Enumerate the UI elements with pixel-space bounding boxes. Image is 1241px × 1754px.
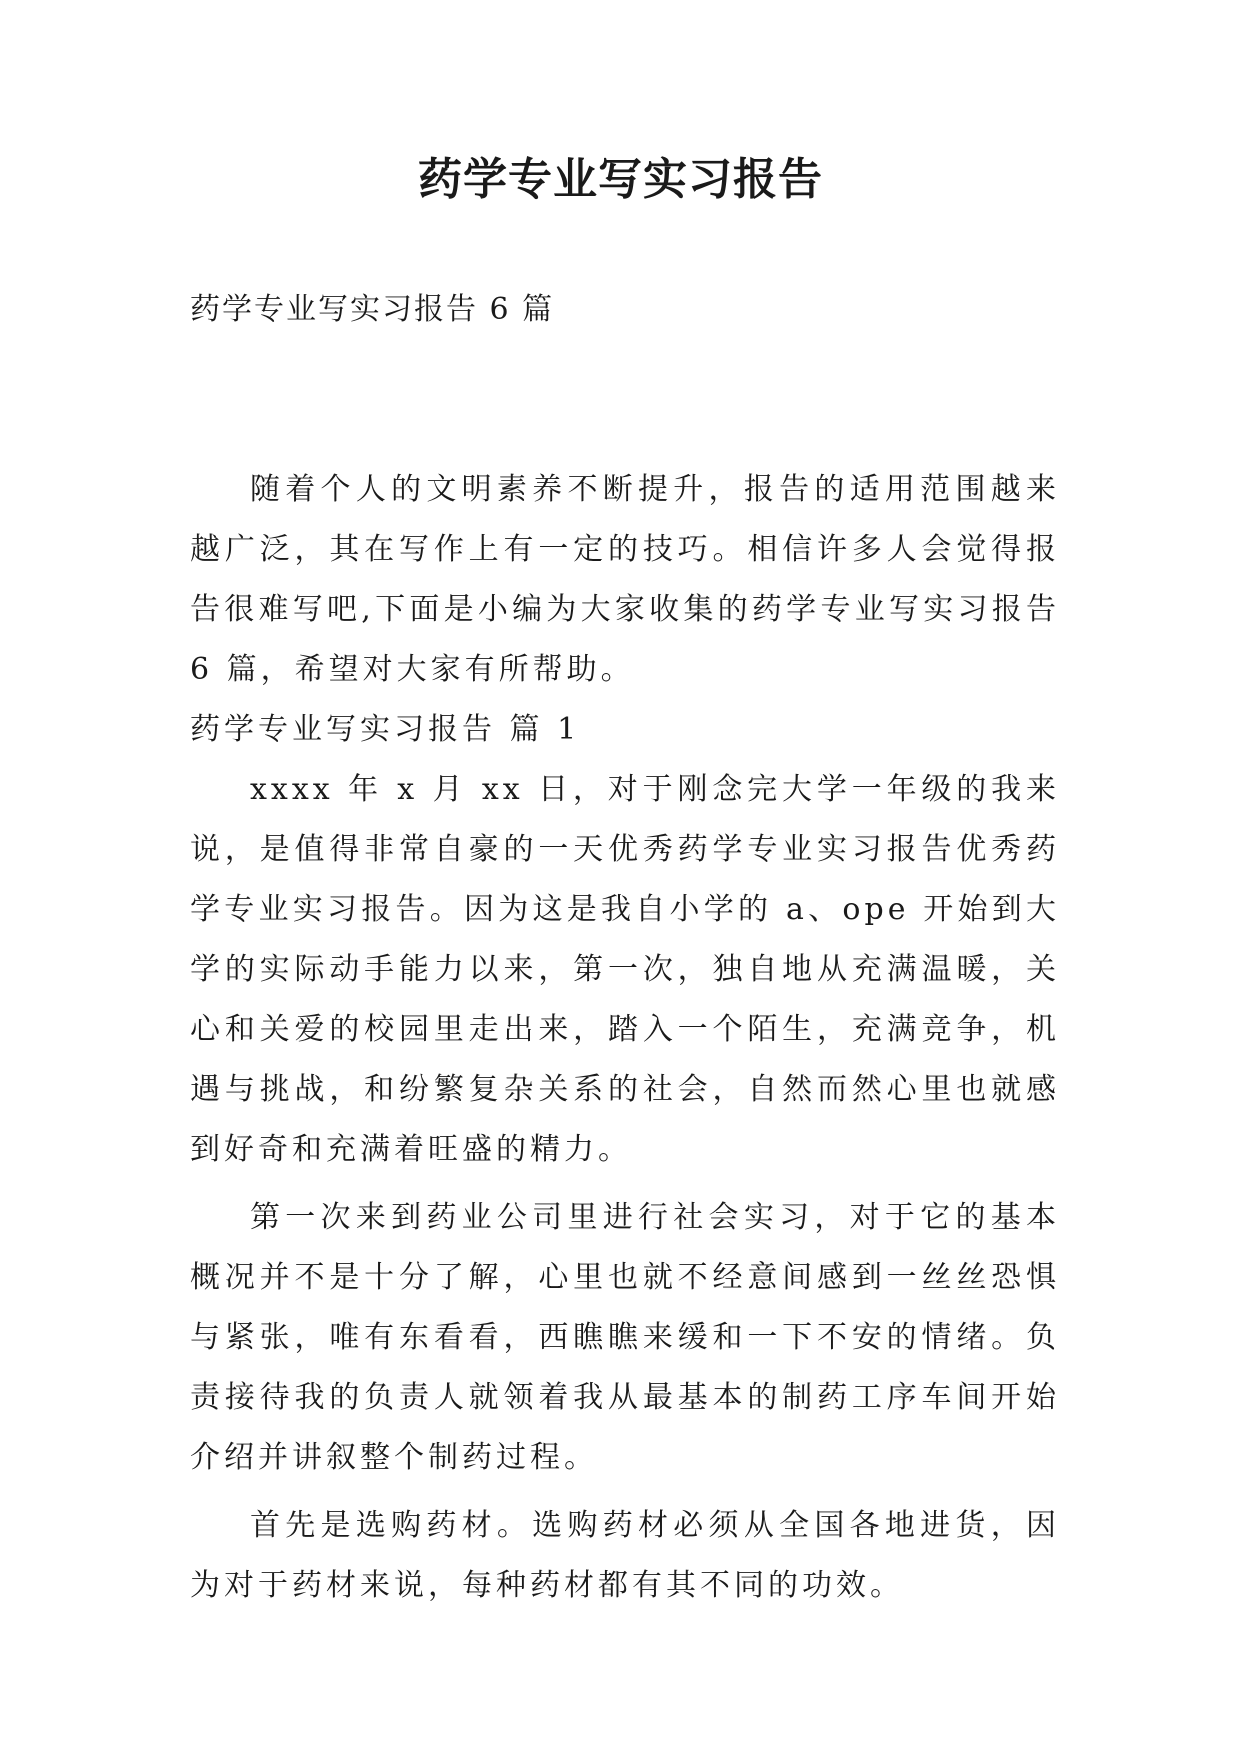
body-paragraph: 首先是选购药材。选购药材必须从全国各地进货，因为对于药材来说，每种药材都有其不同的功效。 <box>190 1508 1060 1603</box>
body-paragraph: 第一次来到药业公司里进行社会实习，对于它的基本概况并不是十分了解，心里也就不经意间感到一丝丝恐惧与紧张，唯有东看看，西瞧瞧来缓和一下不安的情绪。负责接待我的负责人就领着我从最基本的制药工序车间开始介绍并讲叙整个制药过程。 <box>190 1200 1060 1475</box>
section-heading: 药学专业写实习报告 篇 1 <box>190 712 581 747</box>
document-subtitle: 药学专业写实习报告 6 篇 <box>190 292 555 327</box>
intro-paragraph: 随着个人的文明素养不断提升，报告的适用范围越来越广泛，其在写作上有一定的技巧。相信许多人会觉得报告很难写吧,下面是小编为大家收集的药学专业写实习报告 6 篇，希望对大家有所帮助。 <box>190 472 1060 687</box>
body-paragraph: xxxx 年 x 月 xx 日，对于刚念完大学一年级的我来说，是值得非常自豪的一天优秀药学专业实习报告优秀药学专业实习报告。因为这是我自小学的 a、ope 开始到大学的实际动手能力以来，第一次，独自地从充满温暖，关心和关爱的校园里走出来，踏入一个陌生，充满竞争，机遇与挑战，和纷繁复杂关系的社会，自然而然心里也就感到好奇和充满着旺盛的精力。 <box>190 772 1060 1167</box>
document-title: 药学专业写实习报告 <box>418 154 823 205</box>
document-body <box>190 460 1060 1616</box>
